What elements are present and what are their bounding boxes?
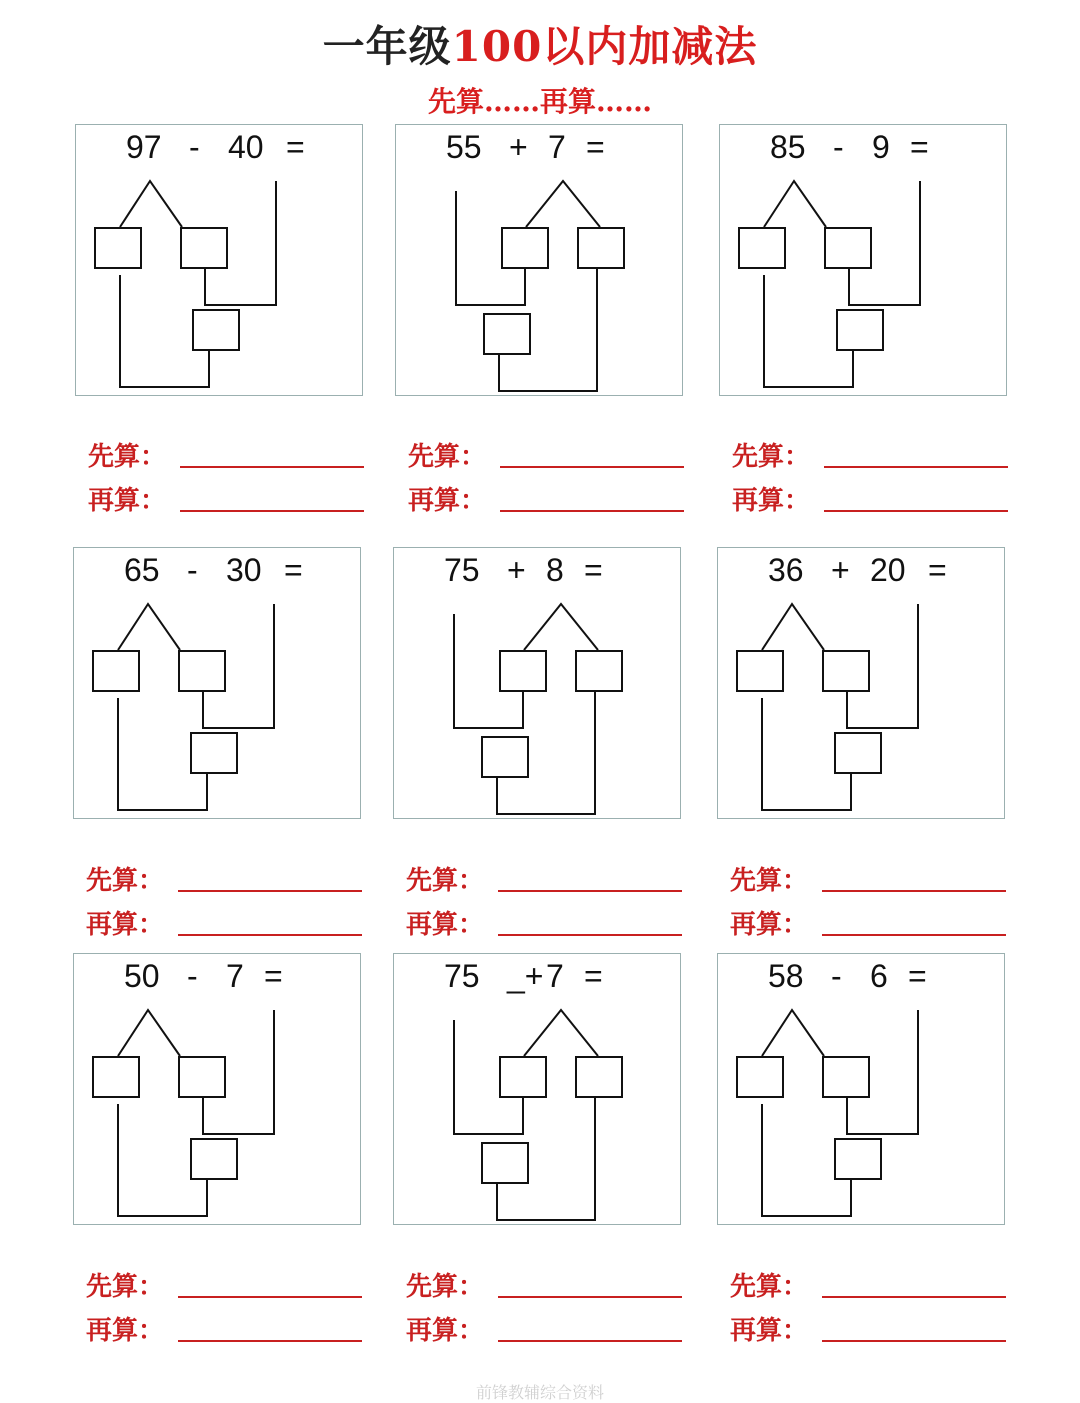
operand-a: 58 xyxy=(768,958,804,994)
combine-connector xyxy=(454,1020,523,1134)
first-step-row xyxy=(732,436,1022,476)
combine-connector xyxy=(203,1010,274,1134)
decomposition-diagram xyxy=(718,954,1006,1226)
first-step-answer-line[interactable] xyxy=(498,1296,682,1298)
equals-sign: = xyxy=(286,129,305,165)
page-title xyxy=(0,14,1080,74)
final-connector xyxy=(497,1097,595,1220)
split-box-right[interactable] xyxy=(179,651,225,691)
split-lines xyxy=(118,604,180,650)
second-step-row xyxy=(86,1310,376,1350)
split-box-left[interactable] xyxy=(93,651,139,691)
split-lines xyxy=(524,604,598,650)
intermediate-box[interactable] xyxy=(837,310,883,350)
second-step-label: 再算： xyxy=(86,1316,165,1346)
first-step-answer-line[interactable] xyxy=(178,890,362,892)
operand-b: 7 xyxy=(548,129,566,165)
problem-card xyxy=(395,124,683,396)
operand-b: 20 xyxy=(870,552,906,588)
title-highlight: 100以内加减法 xyxy=(451,22,758,71)
combine-connector xyxy=(847,604,918,728)
second-step-row xyxy=(406,1310,696,1350)
problem-card xyxy=(75,124,363,396)
split-box-right[interactable] xyxy=(823,1057,869,1097)
second-step-label: 再算： xyxy=(86,910,165,940)
split-lines xyxy=(764,181,826,227)
split-box-left[interactable] xyxy=(739,228,785,268)
operand-b: 8 xyxy=(546,552,564,588)
first-step-row xyxy=(406,860,696,900)
equals-sign: = xyxy=(928,552,947,588)
split-box-right[interactable] xyxy=(578,228,624,268)
decomposition-diagram xyxy=(74,954,362,1226)
operand-b: 6 xyxy=(870,958,888,994)
operator: - xyxy=(187,958,198,994)
split-lines xyxy=(118,1010,180,1056)
intermediate-box[interactable] xyxy=(482,1143,528,1183)
first-step-label: 先算： xyxy=(86,866,165,896)
first-step-label: 先算： xyxy=(86,1272,165,1302)
equals-sign: = xyxy=(284,552,303,588)
intermediate-box[interactable] xyxy=(193,310,239,350)
second-step-row xyxy=(86,904,376,944)
decomposition-diagram xyxy=(394,954,682,1226)
decomposition-diagram xyxy=(720,125,1008,397)
first-step-label: 先算： xyxy=(406,1272,485,1302)
decomposition-diagram xyxy=(76,125,364,397)
first-step-label: 先算： xyxy=(408,442,487,472)
second-step-row xyxy=(408,480,698,520)
answer-lines xyxy=(406,860,696,940)
operand-b: 9 xyxy=(872,129,890,165)
split-box-right[interactable] xyxy=(823,651,869,691)
split-box-left[interactable] xyxy=(500,651,546,691)
operand-b: 7 xyxy=(226,958,244,994)
first-step-label: 先算： xyxy=(732,442,811,472)
answer-lines xyxy=(86,860,376,940)
final-connector xyxy=(499,268,597,391)
first-step-answer-line[interactable] xyxy=(500,466,684,468)
intermediate-box[interactable] xyxy=(191,733,237,773)
problem-card xyxy=(717,547,1005,819)
split-box-left[interactable] xyxy=(737,651,783,691)
operand-a: 36 xyxy=(768,552,804,588)
first-step-label: 先算： xyxy=(730,866,809,896)
second-step-answer-line[interactable] xyxy=(822,1340,1006,1342)
first-step-row xyxy=(408,436,698,476)
second-step-row xyxy=(732,480,1022,520)
problem-card xyxy=(393,953,681,1225)
second-step-answer-line[interactable] xyxy=(500,510,684,512)
answer-lines xyxy=(406,1266,696,1346)
first-step-answer-line[interactable] xyxy=(824,466,1008,468)
first-step-label: 先算： xyxy=(730,1272,809,1302)
second-step-answer-line[interactable] xyxy=(180,510,364,512)
operand-a: 75 xyxy=(444,552,480,588)
first-step-answer-line[interactable] xyxy=(178,1296,362,1298)
operator: + xyxy=(831,552,850,588)
operator: - xyxy=(833,129,844,165)
split-lines xyxy=(524,1010,598,1056)
operand-b: 40 xyxy=(228,129,264,165)
first-step-answer-line[interactable] xyxy=(822,1296,1006,1298)
decomposition-diagram xyxy=(394,548,682,820)
intermediate-box[interactable] xyxy=(835,1139,881,1179)
answer-lines xyxy=(730,1266,1020,1346)
first-step-answer-line[interactable] xyxy=(180,466,364,468)
split-box-left[interactable] xyxy=(502,228,548,268)
operand-a: 65 xyxy=(124,552,160,588)
second-step-row xyxy=(406,904,696,944)
equals-sign: = xyxy=(264,958,283,994)
operand-a: 97 xyxy=(126,129,162,165)
page-subtitle: 先算……再算…… xyxy=(427,85,652,118)
second-step-label: 再算： xyxy=(730,910,809,940)
split-box-right[interactable] xyxy=(825,228,871,268)
operator: _+ xyxy=(507,958,544,994)
operand-b: 30 xyxy=(226,552,262,588)
operand-a: 55 xyxy=(446,129,482,165)
split-box-left[interactable] xyxy=(737,1057,783,1097)
second-step-row xyxy=(88,480,378,520)
split-box-left[interactable] xyxy=(93,1057,139,1097)
combine-connector xyxy=(847,1010,918,1134)
combine-connector xyxy=(454,614,523,728)
final-connector xyxy=(120,275,209,387)
split-box-right[interactable] xyxy=(576,1057,622,1097)
operator: + xyxy=(509,129,528,165)
second-step-answer-line[interactable] xyxy=(498,1340,682,1342)
operator: - xyxy=(189,129,200,165)
operator: + xyxy=(507,552,526,588)
split-box-right[interactable] xyxy=(181,228,227,268)
operator: - xyxy=(187,552,198,588)
second-step-label: 再算： xyxy=(88,486,167,516)
final-connector xyxy=(497,691,595,814)
second-step-label: 再算： xyxy=(408,486,487,516)
second-step-label: 再算： xyxy=(732,486,811,516)
split-box-left[interactable] xyxy=(95,228,141,268)
second-step-label: 再算： xyxy=(730,1316,809,1346)
combine-connector xyxy=(203,604,274,728)
equals-sign: = xyxy=(584,552,603,588)
title-prefix: 一年级 xyxy=(322,22,452,71)
first-step-row xyxy=(88,436,378,476)
equals-sign: = xyxy=(584,958,603,994)
footer-watermark: 前锋教辅综合资料 xyxy=(475,1383,604,1402)
second-step-row xyxy=(730,904,1020,944)
first-step-row xyxy=(86,1266,376,1306)
first-step-answer-line[interactable] xyxy=(822,890,1006,892)
problem-card xyxy=(73,953,361,1225)
operand-a: 85 xyxy=(770,129,806,165)
problem-card xyxy=(393,547,681,819)
second-step-label: 再算： xyxy=(406,1316,485,1346)
intermediate-box[interactable] xyxy=(484,314,530,354)
operand-a: 75 xyxy=(444,958,480,994)
split-lines xyxy=(120,181,182,227)
problem-card xyxy=(73,547,361,819)
second-step-row xyxy=(730,1310,1020,1350)
operator: - xyxy=(831,958,842,994)
problem-card xyxy=(717,953,1005,1225)
first-step-label: 先算： xyxy=(406,866,485,896)
final-connector xyxy=(118,1104,207,1216)
operand-b: 7 xyxy=(546,958,564,994)
final-connector xyxy=(762,1104,851,1216)
answer-lines xyxy=(732,436,1022,516)
intermediate-box[interactable] xyxy=(482,737,528,777)
combine-connector xyxy=(205,181,276,305)
first-step-row xyxy=(406,1266,696,1306)
first-step-row xyxy=(86,860,376,900)
second-step-label: 再算： xyxy=(406,910,485,940)
second-step-answer-line[interactable] xyxy=(822,934,1006,936)
split-box-right[interactable] xyxy=(576,651,622,691)
decomposition-diagram xyxy=(718,548,1006,820)
equals-sign: = xyxy=(586,129,605,165)
second-step-answer-line[interactable] xyxy=(178,934,362,936)
problem-card xyxy=(719,124,1007,396)
decomposition-diagram xyxy=(396,125,684,397)
intermediate-box[interactable] xyxy=(835,733,881,773)
final-connector xyxy=(764,275,853,387)
second-step-answer-line[interactable] xyxy=(178,1340,362,1342)
second-step-answer-line[interactable] xyxy=(498,934,682,936)
answer-lines xyxy=(730,860,1020,940)
split-lines xyxy=(526,181,600,227)
combine-connector xyxy=(456,191,525,305)
first-step-answer-line[interactable] xyxy=(498,890,682,892)
split-lines xyxy=(762,604,824,650)
final-connector xyxy=(118,698,207,810)
equals-sign: = xyxy=(910,129,929,165)
first-step-row xyxy=(730,860,1020,900)
answer-lines xyxy=(86,1266,376,1346)
answer-lines xyxy=(408,436,698,516)
second-step-answer-line[interactable] xyxy=(824,510,1008,512)
first-step-row xyxy=(730,1266,1020,1306)
answer-lines xyxy=(88,436,378,516)
first-step-label: 先算： xyxy=(88,442,167,472)
split-box-right[interactable] xyxy=(179,1057,225,1097)
combine-connector xyxy=(849,181,920,305)
split-box-left[interactable] xyxy=(500,1057,546,1097)
decomposition-diagram xyxy=(74,548,362,820)
split-lines xyxy=(762,1010,824,1056)
operand-a: 50 xyxy=(124,958,160,994)
final-connector xyxy=(762,698,851,810)
equals-sign: = xyxy=(908,958,927,994)
intermediate-box[interactable] xyxy=(191,1139,237,1179)
